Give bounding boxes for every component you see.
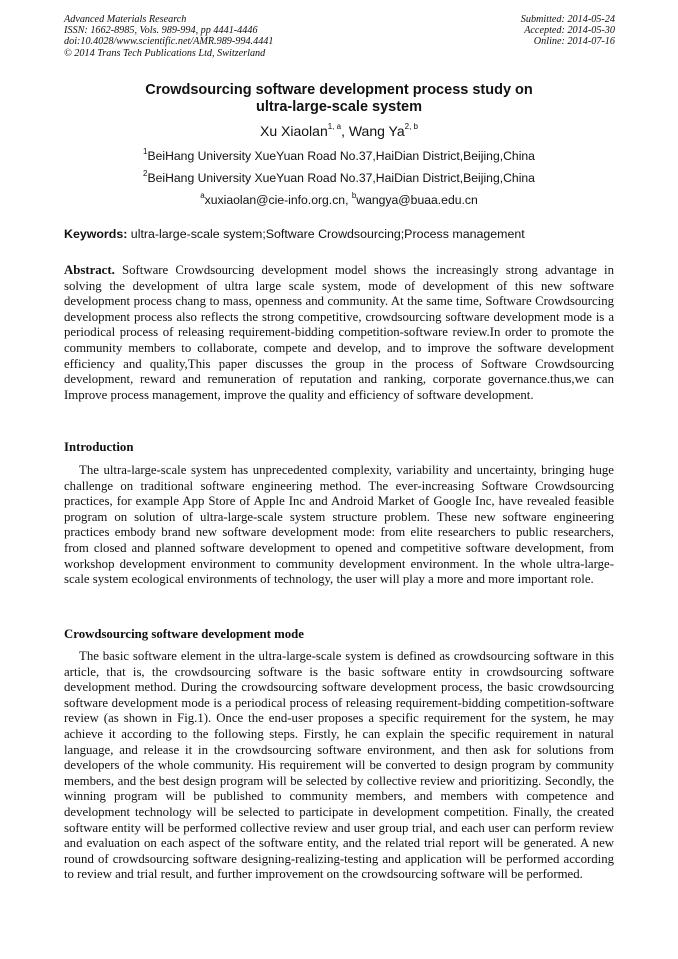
introduction-heading: Introduction — [64, 440, 134, 454]
title-line-1: Crowdsourcing software development process study on — [145, 82, 533, 98]
author-2-name: Wang Ya — [348, 123, 405, 139]
author-list — [64, 121, 614, 141]
keywords — [64, 227, 614, 242]
publication-dates — [521, 14, 615, 48]
abstract — [64, 263, 614, 403]
affiliation-2-mark: 2 — [143, 168, 148, 178]
author-1-name: Xu Xiaolan — [260, 123, 328, 139]
issn-line: ISSN: 1662-8985, Vols. 989-994, pp 4441-4446 — [64, 25, 258, 37]
author-emails — [64, 190, 614, 208]
title-line-2: ultra-large-scale system — [255, 99, 423, 115]
author-2-marks: 2, b — [404, 122, 418, 132]
author-separator: , — [341, 123, 349, 139]
affiliation-1 — [64, 146, 614, 164]
affiliation-2 — [64, 168, 614, 186]
abstract-label: Abstract. — [64, 263, 115, 277]
email-a-mark: a — [200, 190, 205, 200]
affiliation-2-text: BeiHang University XueYuan Road No.37,HaiDian District,Beijing,China — [147, 171, 535, 185]
affiliation-1-mark: 1 — [143, 146, 148, 156]
submitted-date: Submitted: 2014-05-24 — [520, 14, 615, 25]
paper-title — [64, 82, 614, 116]
accepted-date: Accepted: 2014-05-30 — [524, 25, 615, 37]
copyright-line: © 2014 Trans Tech Publications Ltd, Switzerland — [64, 47, 266, 59]
email-b: wangya@buaa.edu.cn — [356, 193, 478, 207]
affiliation-1-text: BeiHang University XueYuan Road No.37,HaiDian District,Beijing,China — [147, 149, 535, 163]
email-b-mark: b — [351, 190, 357, 200]
introduction-paragraph: The ultra-large-scale system has unprecedented complexity, variability and uncertainty, bringing huge challenge on traditional software engineering method. The ever-increasing Software Crowdsourcing practices, for example App Store of Apple Inc and Android Market of Google Inc, have revealed feasible program on solution of ultra-large-scale system structure problem. These new software engineering practices embody brand new software development mode: from elite researchers to public researchers, from closed and planned software development to opened and competitive software development, from workshop development environment to community development environment. In the whole ultra-large-scale system ecological environments of technology, the user will play a more and more important role. — [64, 463, 614, 587]
crowdsourcing-mode-paragraph: The basic software element in the ultra-large-scale system is defined as crowdsourcing software in this article, that is, the crowdsourcing software is the basic software entity in crowdsourcing software development method. During the crowdsourcing software development process, the basic crowdsourcing software development mode is a periodical process of releasing requirement-bidding competition-software review (as shown in Fig.1). Once the end-user proposes a specific requirement for the system, he may achieve it according to the following steps. Firstly, he can explain the specific requirement in natural language, and release it in the crowdsourcing software environment, and then ask for solutions from developers of the whole community. His requirement will be converted to design program by community members, and the best design program will be selected by collective review and prioritizing. Secondly, the winning program will be published to community members, and members with competence and development technology will be selected to participate in development competition. Finally, the created software entity will be performed collective review and user group trial, and each user can perform review and evaluation on each aspect of the software entity, and the related trial report will be generated. A new round of crowdsourcing software designing-realizing-testing and application will be performed according to review and trial result, and further improvement on the crowdsourcing software will be performed. — [64, 649, 614, 882]
author-1-marks: 1, a — [327, 122, 342, 132]
crowdsourcing-mode-heading: Crowdsourcing software development mode — [64, 627, 304, 641]
journal-name: Advanced Materials Research — [64, 14, 187, 25]
online-date: Online: 2014-07-16 — [533, 36, 615, 48]
keywords-label: Keywords: — [64, 227, 128, 241]
email-a: xuxiaolan@cie-info.org.cn, — [204, 193, 352, 207]
keywords-text: ultra-large-scale system;Software Crowdsourcing;Process management — [127, 227, 525, 241]
doi-line: doi:10.4028/www.scientific.net/AMR.989-994.4441 — [64, 36, 274, 48]
abstract-text: Software Crowdsourcing development model shows the increasingly strong advantage in solving the development of ultra large scale system, mode of development of this new software development process chang to mass, openness and community. At the same time, Software Crowdsourcing development process also reflects the strong competitive, crowdsourcing software development mode is a periodical process of releasing requirement-bidding competition-software review.In order to promote the community members to collaborate, compete and develop, and to improve the software development efficiency and quality,This paper discusses the group in the process of Software Crowdsourcing development, reward and remuneration of reputation and ranking, corporate governance.thus,we can Improve process management, improve the quality and efficiency of software development. — [64, 263, 614, 402]
journal-info — [64, 14, 273, 59]
